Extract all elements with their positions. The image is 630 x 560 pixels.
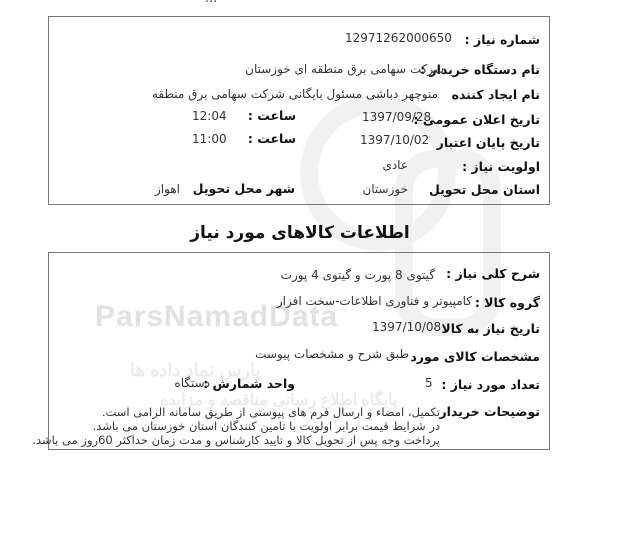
buyer-notes-label: توضیحات خریدار: [439, 404, 540, 419]
announce-time-label: ساعت :: [247, 108, 296, 123]
qty-label: تعداد مورد نیاز :: [441, 377, 540, 392]
goods-summary-value: گیتوی 8 پورت و گیتوی 4 پورت: [280, 268, 435, 282]
deadline-label: تاریخ پایان اعتبار: [436, 135, 540, 150]
buyer-note-line: تکمیل، امضاء و ارسال فرم های پیوستی از طریق سامانه الزامی است.: [101, 405, 440, 419]
priority-label: اولویت نیاز :: [462, 159, 540, 174]
goods-summary-label: شرح کلی نیاز :: [446, 266, 540, 281]
province-value: خوزستان: [362, 182, 408, 196]
city-label: شهر محل تحویل: [192, 181, 295, 196]
need-date-value: 1397/10/08: [372, 320, 442, 334]
creator-label: نام ایجاد کننده: [451, 87, 540, 102]
buyer-label: نام دستگاه خریدار :: [420, 62, 540, 77]
watermark-subtitle: پارس نماد داده ها: [130, 360, 261, 380]
tender-number-label: شماره نیاز :: [464, 32, 540, 47]
buyer-note-line: در شرایط قیمت برابر اولویت با تامین کنندگان استان خوزستان می باشد.: [92, 419, 440, 433]
deadline-time-value: 11:00: [192, 132, 227, 146]
goods-group-value: کامپیوتر و فناوری اطلاعات-سخت افزار: [276, 294, 472, 308]
buyer-note-line: پرداخت وجه پس از تحویل کالا و تایید کارشناس و مدت زمان حداکثر 60روز می باشد.: [32, 433, 440, 447]
header-fragment: [205, 0, 217, 5]
deadline-time-label: ساعت :: [247, 131, 296, 146]
creator-value: منوچهر دباشی مسئول بایگانی شرکت سهامی برق منطقه: [151, 87, 438, 101]
announce-date-label: تاریخ اعلان عمومی :: [413, 112, 540, 127]
tender-number-value: 12971262000650: [345, 31, 452, 45]
watermark-tagline: پایگاه اطلاع رسانی مناقصه و مزایده: [160, 392, 398, 409]
qty-value: 5: [425, 376, 433, 390]
city-value: اهواز: [155, 182, 180, 196]
goods-group-label: گروه کالا :: [474, 295, 540, 310]
unit-value: دستگاه: [174, 376, 210, 390]
deadline-value: 1397/10/02: [360, 133, 430, 147]
buyer-value: شرکت سهامی برق منطقه ای خوزستان: [245, 62, 444, 76]
priority-value: عادی: [382, 158, 408, 172]
announce-time-value: 12:04: [192, 109, 227, 123]
need-date-label: تاریخ نیاز به کالا: [441, 321, 540, 336]
province-label: استان محل تحویل: [428, 182, 540, 197]
spec-label: مشخصات کالای مورد: [410, 349, 540, 364]
unit-label: واحد شمارش :: [203, 376, 295, 391]
announce-date-value: 1397/09/28: [362, 110, 432, 124]
watermark-brand: ParsNamadData: [95, 300, 339, 333]
spec-value: طبق شرح و مشخصات پیوست: [255, 347, 409, 361]
goods-section-title: اطلاعات کالاهای مورد نیاز: [190, 223, 410, 243]
